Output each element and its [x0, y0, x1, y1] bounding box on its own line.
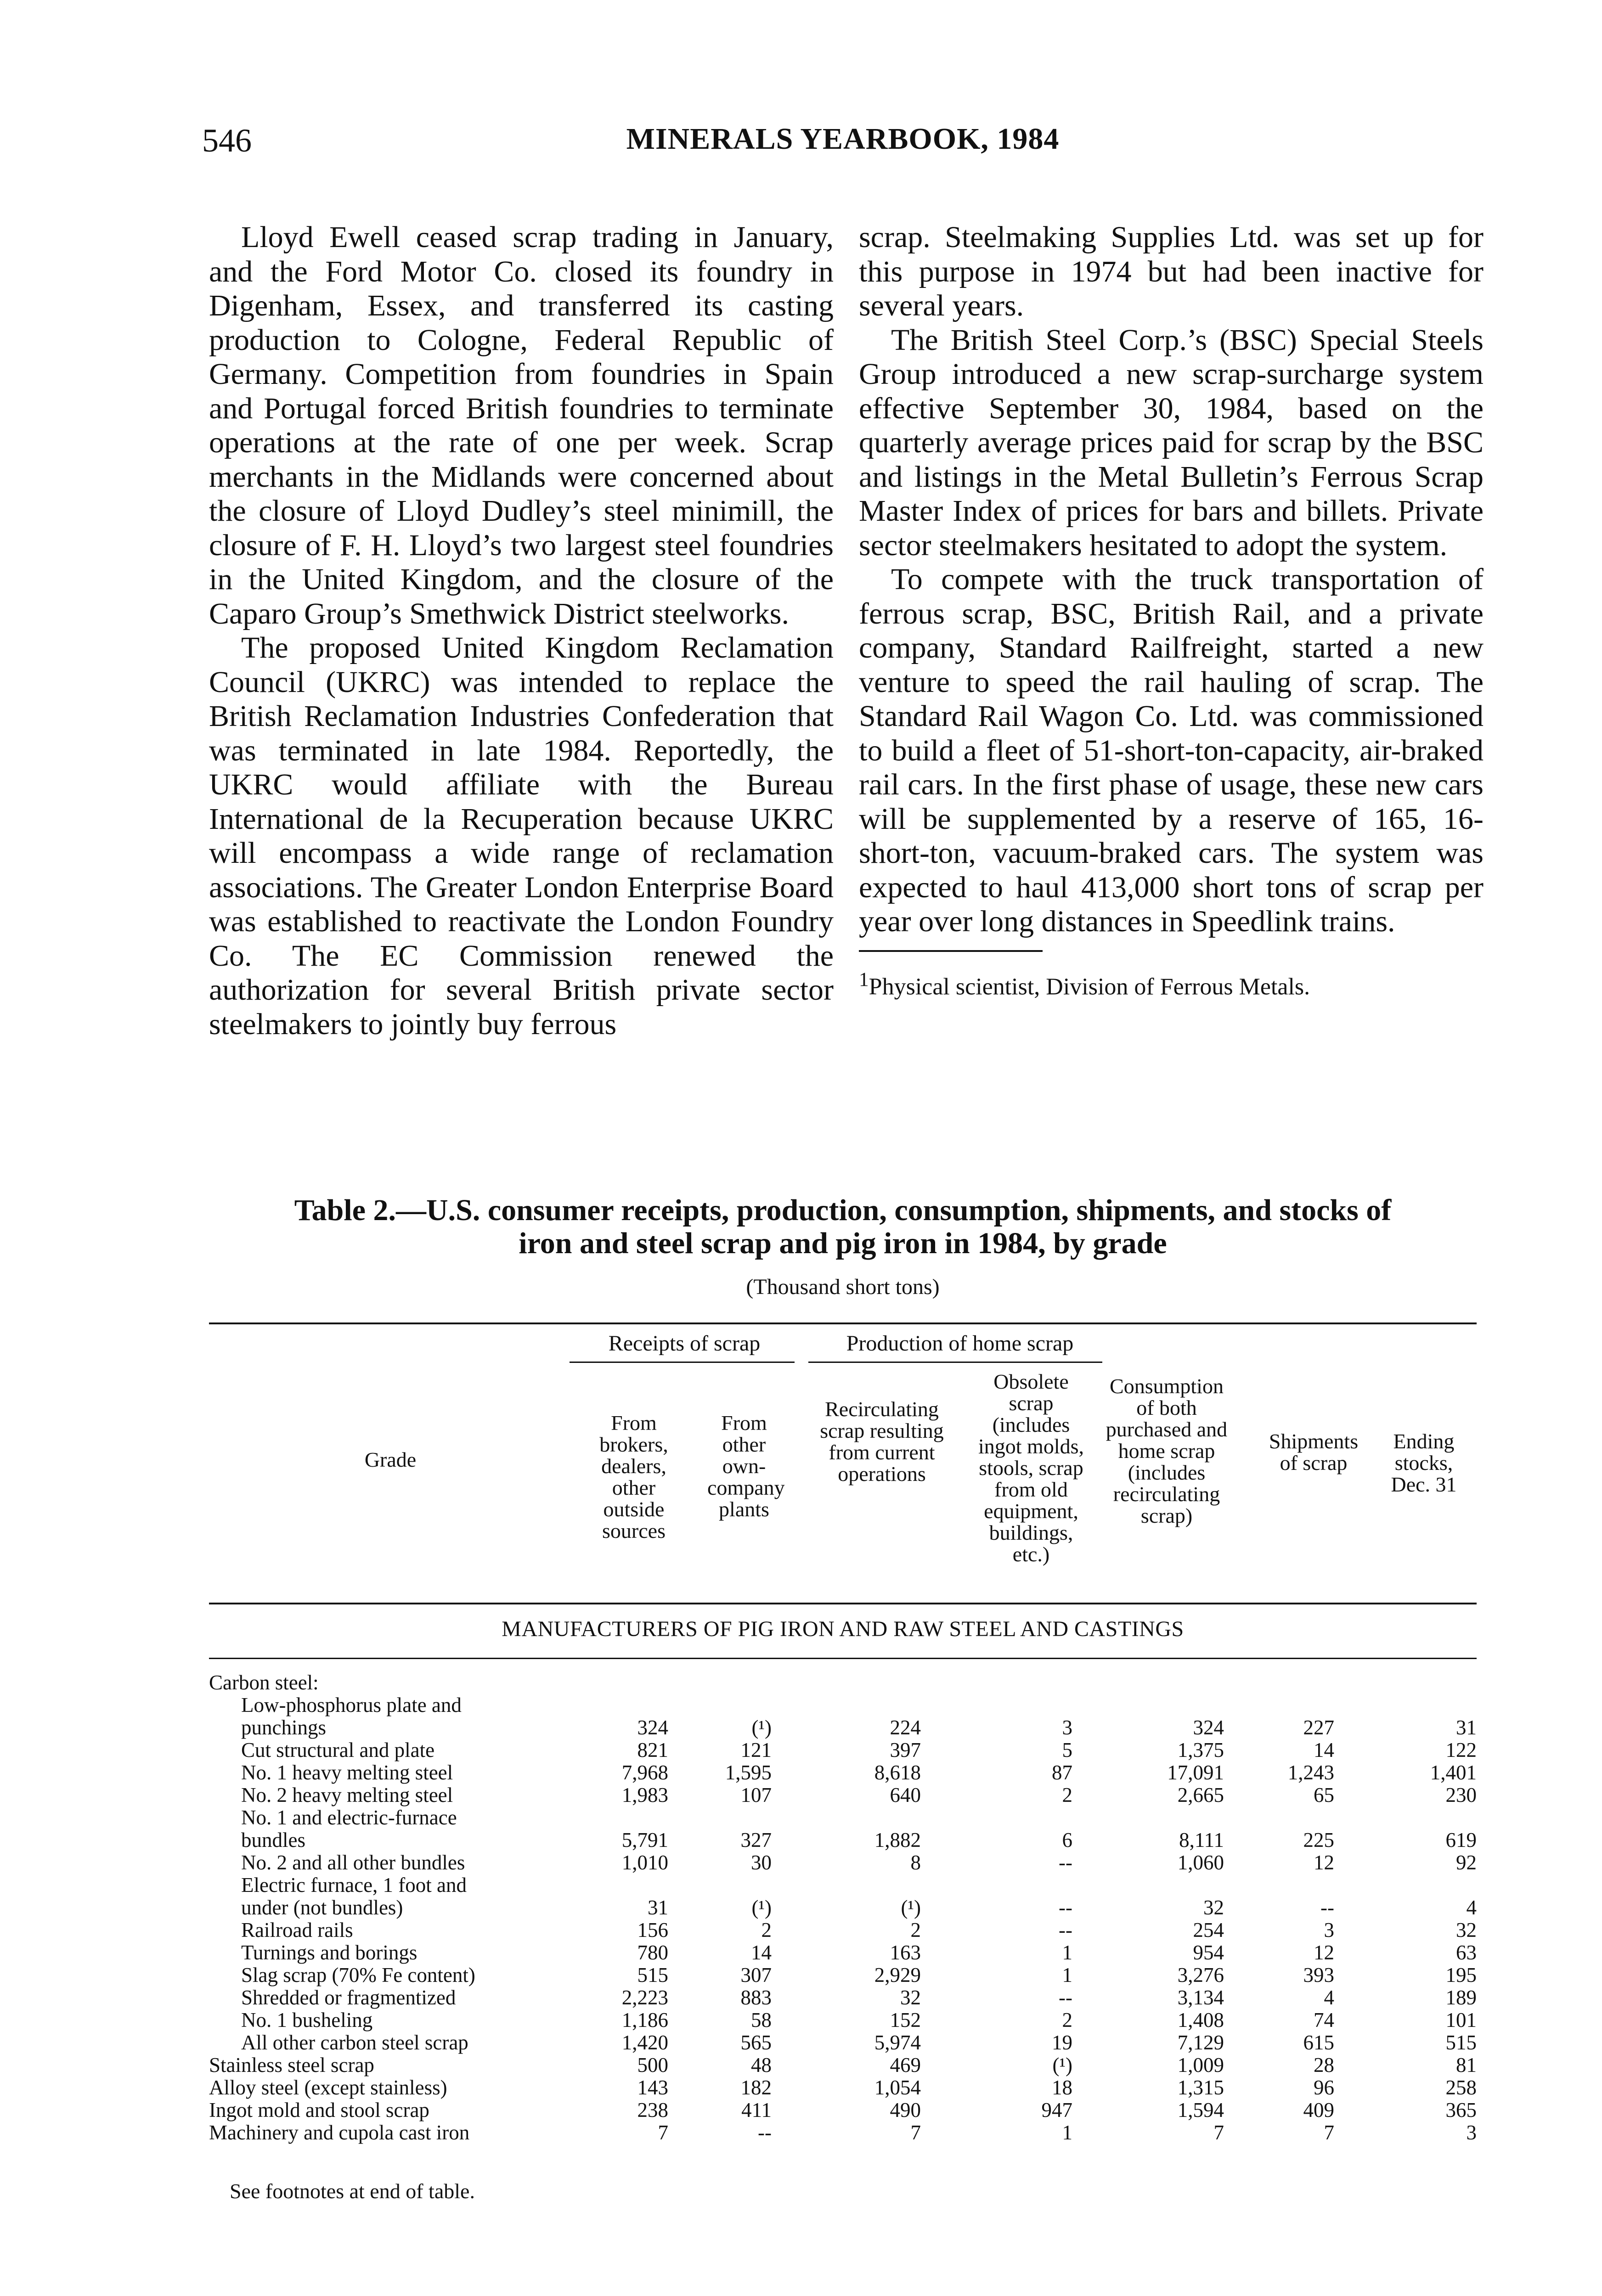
- row-value: 307: [740, 1964, 772, 1986]
- row-value: 48: [751, 2054, 772, 2077]
- row-grade: No. 1 heavy melting steel: [241, 1761, 453, 1784]
- table-row: [209, 2122, 1477, 2144]
- row-value: 32: [1456, 1919, 1477, 1941]
- row-value: 195: [1445, 1964, 1477, 1986]
- paragraph: The British Steel Corp.’s (BSC) Special Steels Group introduced a new scrap-surcharge system effective September 30, 1984, based on the quarterly average prices paid for scrap by the BSC and listings in the Metal Bulletin’s Ferrous Scrap Master Index of prices for bars and billets. Private sector steelmakers hesitated to adopt the system.: [859, 323, 1484, 562]
- row-value: 4: [1466, 1896, 1477, 1919]
- page-number: 546: [202, 122, 252, 159]
- row-value: 4: [1324, 1986, 1334, 2009]
- row-value: 2: [1062, 2009, 1072, 2032]
- table-row: [209, 1806, 1477, 1851]
- row-value: 5: [1062, 1739, 1072, 1761]
- row-value: 6: [1062, 1829, 1072, 1851]
- row-value: 8,618: [874, 1761, 921, 1784]
- table-row: [209, 1919, 1477, 1941]
- row-value: 883: [740, 1986, 772, 2009]
- row-value: 227: [1303, 1716, 1334, 1739]
- row-grade: Low-phosphorus plate and punchings: [241, 1694, 462, 1739]
- row-grade: Stainless steel scrap: [209, 2054, 374, 2077]
- table-row: [209, 2077, 1477, 2099]
- row-value: (¹): [901, 1896, 921, 1919]
- row-value: 2,223: [621, 1986, 668, 2009]
- row-value: 19: [1052, 2031, 1072, 2054]
- table-row: [209, 2032, 1477, 2054]
- row-value: 469: [890, 2054, 921, 2077]
- row-value: 324: [637, 1716, 668, 1739]
- paragraph: To compete with the truck transportation of ferrous scrap, BSC, British Rail, and a private company, Standard Railfreight, started a new venture to speed the rail hauling of scrap. The Standard Rail Wagon Co. Ltd. was commissioned to build a fleet of 51-short-ton-capacity, air-braked rail cars. In the first phase of usage, these new cars will be supplemented by a reserve of 165, 16-short-ton, vacuum-braked cars. The system was expected to haul 413,000 short tons of scrap per year over long distances in Speedlink trains.: [859, 563, 1484, 938]
- row-value: 1,010: [621, 1851, 668, 1874]
- row-value: 565: [740, 2031, 772, 2054]
- row-value: 14: [1314, 1739, 1334, 1761]
- row-value: 8: [910, 1851, 921, 1874]
- row-value: 821: [637, 1739, 668, 1761]
- row-value: --: [1059, 1919, 1072, 1941]
- row-grade: Alloy steel (except stainless): [209, 2077, 447, 2099]
- col-header-other-plants: From other own-company plants: [707, 1411, 785, 1521]
- row-value: (¹): [1052, 2054, 1072, 2077]
- table-title: [209, 1194, 1477, 1260]
- row-value: 63: [1456, 1941, 1477, 1964]
- row-value: (¹): [751, 1716, 772, 1739]
- row-value: 8,111: [1179, 1829, 1224, 1851]
- row-grade: No. 2 and all other bundles: [241, 1851, 465, 1874]
- table-body: [209, 1671, 1477, 2144]
- row-value: 3,134: [1177, 1986, 1224, 2009]
- group-label: Carbon steel:: [209, 1671, 319, 1694]
- running-title: MINERALS YEARBOOK, 1984: [626, 122, 1060, 156]
- footnote-text: Physical scientist, Division of Ferrous Metals.: [869, 973, 1310, 1000]
- row-value: 1,375: [1177, 1739, 1224, 1761]
- row-grade: Electric furnace, 1 foot and under (not bundles): [241, 1874, 467, 1919]
- row-value: 1,594: [1177, 2099, 1224, 2122]
- row-value: 31: [648, 1896, 668, 1919]
- row-value: 5,791: [621, 1829, 668, 1851]
- table-row: [209, 1986, 1477, 2009]
- row-value: 182: [740, 2076, 772, 2099]
- footnote-divider: [859, 950, 1043, 952]
- row-value: 258: [1445, 2076, 1477, 2099]
- table-unit: (Thousand short tons): [746, 1275, 940, 1299]
- row-value: 411: [741, 2099, 772, 2122]
- row-value: 7,129: [1177, 2031, 1224, 2054]
- row-value: 640: [890, 1784, 921, 1806]
- row-value: 30: [751, 1851, 772, 1874]
- row-grade: Shredded or fragmentized: [241, 1986, 456, 2009]
- row-value: 65: [1314, 1784, 1334, 1806]
- row-value: 230: [1445, 1784, 1477, 1806]
- left-column: [209, 220, 834, 1041]
- row-value: 107: [740, 1784, 772, 1806]
- row-value: --: [758, 2121, 772, 2144]
- table-section-label: MANUFACTURERS OF PIG IRON AND RAW STEEL AND CASTINGS: [502, 1617, 1184, 1641]
- row-value: 12: [1314, 1941, 1334, 1964]
- table-group-row: [209, 1671, 1477, 1694]
- row-value: 615: [1303, 2031, 1334, 2054]
- col-header-consumption: Consumption of both purchased and home scrap (includes recirculating scrap): [1106, 1374, 1228, 1527]
- table-row: [209, 1739, 1477, 1761]
- row-value: 101: [1445, 2009, 1477, 2032]
- paragraph: scrap. Steelmaking Supplies Ltd. was set up for this purpose in 1974 but had been inactive for several years.: [859, 220, 1484, 322]
- row-value: 122: [1445, 1739, 1477, 1761]
- production-group-label: Production of home scrap: [846, 1331, 1074, 1356]
- row-value: 143: [637, 2076, 668, 2099]
- production-group-rule: [808, 1362, 1102, 1363]
- row-value: 515: [1445, 2031, 1477, 2054]
- row-value: 121: [740, 1739, 772, 1761]
- row-value: 1,408: [1177, 2009, 1224, 2032]
- row-value: 238: [637, 2099, 668, 2122]
- row-value: --: [1059, 1851, 1072, 1874]
- row-value: 2: [1062, 1784, 1072, 1806]
- paragraph: The proposed United Kingdom Reclamation Council (UKRC) was intended to replace the British Reclamation Industries Confederation that was terminated in late 1984. Reportedly, the UKRC would affiliate with the Bureau International de la Recuperation because UKRC will encompass a wide range of reclamation associations. The Greater London Enterprise Board was established to reactivate the London Foundry Co. The EC Commission renewed the authorization for several British private sector steelmakers to jointly buy ferrous: [209, 631, 834, 1041]
- row-value: 7,968: [621, 1761, 668, 1784]
- row-value: 515: [637, 1964, 668, 1986]
- row-value: 32: [1203, 1896, 1224, 1919]
- row-value: 2: [910, 1919, 921, 1941]
- table-row: [209, 1761, 1477, 1784]
- row-value: 780: [637, 1941, 668, 1964]
- row-value: 156: [637, 1919, 668, 1941]
- row-value: 254: [1193, 1919, 1224, 1941]
- row-value: 1: [1062, 1964, 1072, 1986]
- row-value: 2: [761, 1919, 772, 1941]
- row-value: 28: [1314, 2054, 1334, 2077]
- table-row: [209, 2009, 1477, 2032]
- row-value: 225: [1303, 1829, 1334, 1851]
- col-header-stocks: Ending stocks, Dec. 31: [1391, 1429, 1457, 1496]
- row-value: 1,186: [621, 2009, 668, 2032]
- table-row: [209, 1694, 1477, 1739]
- row-value: 7: [1324, 2121, 1334, 2144]
- row-value: 1,595: [725, 1761, 772, 1784]
- row-value: 500: [637, 2054, 668, 2077]
- row-value: 324: [1193, 1716, 1224, 1739]
- row-value: 327: [740, 1829, 772, 1851]
- row-value: 163: [890, 1941, 921, 1964]
- row-value: 1: [1062, 1941, 1072, 1964]
- row-value: 490: [890, 2099, 921, 2122]
- row-grade: All other carbon steel scrap: [241, 2032, 468, 2054]
- row-value: 619: [1445, 1829, 1477, 1851]
- row-value: 189: [1445, 1986, 1477, 2009]
- row-value: 92: [1456, 1851, 1477, 1874]
- row-value: 1,243: [1287, 1761, 1334, 1784]
- col-header-shipments: Shipments of scrap: [1269, 1429, 1359, 1474]
- row-value: 17,091: [1167, 1761, 1224, 1784]
- right-column: [859, 220, 1484, 1001]
- row-value: 5,974: [874, 2031, 921, 2054]
- col-header-obsolete: Obsolete scrap (includes ingot molds, stools, scrap from old equipment, buildings, etc.): [978, 1370, 1084, 1566]
- col-header-grade: Grade: [364, 1448, 417, 1471]
- row-value: 32: [900, 1986, 921, 2009]
- table-section-rule: [209, 1658, 1477, 1659]
- row-value: 1,420: [621, 2031, 668, 2054]
- row-value: 393: [1303, 1964, 1334, 1986]
- row-value: 954: [1193, 1941, 1224, 1964]
- row-grade: Slag scrap (70% Fe content): [241, 1964, 475, 1986]
- row-value: 7: [1213, 2121, 1224, 2144]
- row-value: 12: [1314, 1851, 1334, 1874]
- row-value: --: [1059, 1986, 1072, 2009]
- row-grade: Railroad rails: [241, 1919, 353, 1941]
- col-header-brokers: From brokers, dealers, other outside sources: [599, 1411, 668, 1542]
- footnote-mark: 1: [859, 968, 869, 990]
- table-row: [209, 1941, 1477, 1964]
- row-grade: Cut structural and plate: [241, 1739, 435, 1761]
- row-value: 2,929: [874, 1964, 921, 1986]
- row-value: 1,315: [1177, 2076, 1224, 2099]
- row-grade: Machinery and cupola cast iron: [209, 2122, 470, 2144]
- row-value: 1,401: [1430, 1761, 1477, 1784]
- row-value: 397: [890, 1739, 921, 1761]
- row-value: 152: [890, 2009, 921, 2032]
- table-row: [209, 2099, 1477, 2122]
- page-header: [202, 122, 1484, 163]
- row-value: 7: [658, 2121, 668, 2144]
- receipts-group-rule: [570, 1362, 795, 1363]
- col-header-recirculating: Recirculating scrap resulting from current operations: [820, 1397, 944, 1486]
- row-value: 1,060: [1177, 1851, 1224, 1874]
- table-row: [209, 1851, 1477, 1874]
- receipts-group-label: Receipts of scrap: [608, 1331, 761, 1356]
- row-value: 365: [1445, 2099, 1477, 2122]
- paragraph: Lloyd Ewell ceased scrap trading in January, and the Ford Motor Co. closed its foundry in Digenham, Essex, and transferred its casting production to Cologne, Federal Republic of Germany. Competition from foundries in Spain and Portugal forced British foundries to terminate operations at the rate of one per week. Scrap merchants in the Midlands were concerned about the closure of Lloyd Dudley’s steel minimill, the closure of F. H. Lloyd’s two largest steel foundries in the United Kingdom, and the closure of the Caparo Group’s Smethwick District steelworks.: [209, 220, 834, 630]
- row-value: 87: [1052, 1761, 1072, 1784]
- row-value: 18: [1052, 2076, 1072, 2099]
- row-value: 74: [1314, 2009, 1334, 2032]
- row-value: 81: [1456, 2054, 1477, 2077]
- table-title-line: Table 2.—U.S. consumer receipts, production, consumption, shipments, and stocks of: [294, 1193, 1392, 1227]
- footnote: [859, 966, 1484, 1001]
- row-value: 7: [910, 2121, 921, 2144]
- table-top-rule: [209, 1322, 1477, 1324]
- row-value: 31: [1456, 1716, 1477, 1739]
- see-footnotes-note: See footnotes at end of table.: [230, 2179, 475, 2203]
- row-value: 1,054: [874, 2076, 921, 2099]
- row-value: 1: [1062, 2121, 1072, 2144]
- row-value: 409: [1303, 2099, 1334, 2122]
- row-value: 947: [1041, 2099, 1072, 2122]
- row-value: (¹): [751, 1896, 772, 1919]
- row-grade: Ingot mold and stool scrap: [209, 2099, 429, 2122]
- table-row: [209, 1784, 1477, 1806]
- row-value: 1,983: [621, 1784, 668, 1806]
- row-value: 3: [1062, 1716, 1072, 1739]
- row-value: 3: [1324, 1919, 1334, 1941]
- table-row: [209, 1964, 1477, 1986]
- row-value: --: [1059, 1896, 1072, 1919]
- row-value: 14: [751, 1941, 772, 1964]
- table-title-line: iron and steel scrap and pig iron in 1984, by grade: [519, 1227, 1167, 1260]
- row-value: 96: [1314, 2076, 1334, 2099]
- row-value: 224: [890, 1716, 921, 1739]
- row-grade: No. 1 and electric-furnace bundles: [241, 1806, 457, 1851]
- row-value: 1,009: [1177, 2054, 1224, 2077]
- table-row: [209, 2054, 1477, 2077]
- row-value: 3,276: [1177, 1964, 1224, 1986]
- row-grade: No. 2 heavy melting steel: [241, 1784, 453, 1806]
- row-grade: No. 1 busheling: [241, 2009, 373, 2032]
- table-header-rule: [209, 1603, 1477, 1604]
- row-value: 1,882: [874, 1829, 921, 1851]
- row-grade: Turnings and borings: [241, 1941, 417, 1964]
- row-value: 2,665: [1177, 1784, 1224, 1806]
- row-value: 58: [751, 2009, 772, 2032]
- table-row: [209, 1874, 1477, 1919]
- row-value: --: [1320, 1896, 1334, 1919]
- row-value: 3: [1466, 2121, 1477, 2144]
